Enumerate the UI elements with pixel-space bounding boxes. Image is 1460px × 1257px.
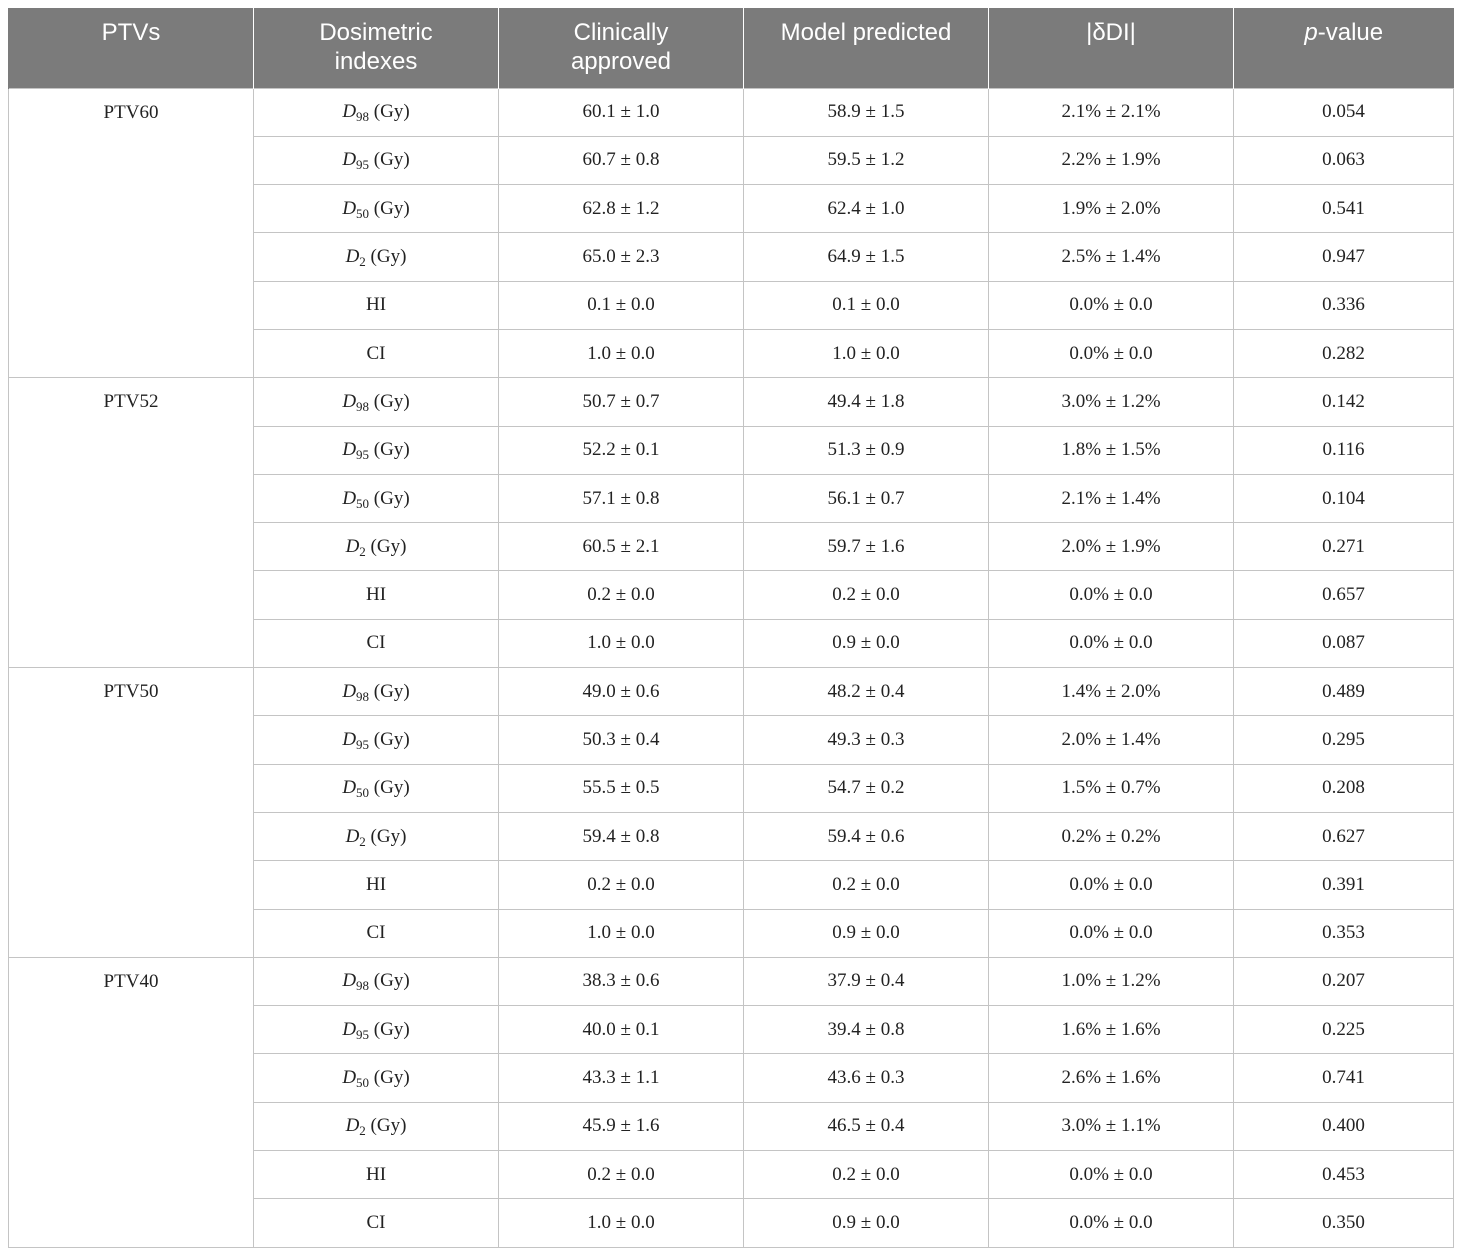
model-value-cell: 56.1 ± 0.7 xyxy=(744,474,989,522)
dose-symbol: D xyxy=(342,197,357,219)
dose-subscript: 2 xyxy=(359,833,366,849)
p-value-cell: 0.489 xyxy=(1234,668,1454,716)
dose-symbol: D xyxy=(342,777,357,799)
p-value-cell: 0.271 xyxy=(1234,523,1454,571)
header-model-text: Model predicted xyxy=(780,19,952,46)
p-value-cell: 0.741 xyxy=(1234,1054,1454,1102)
dose-unit: (Gy) xyxy=(369,439,410,461)
delta-value-cell: 3.0% ± 1.1% xyxy=(989,1102,1234,1150)
clinical-value-cell: 1.0 ± 0.0 xyxy=(499,329,744,377)
table-row xyxy=(9,668,1454,716)
clinical-value-cell: 38.3 ± 0.6 xyxy=(499,957,744,1005)
index-cell xyxy=(254,378,499,426)
header-clinical-line2: approved xyxy=(570,48,672,75)
header-row xyxy=(9,8,1454,88)
dose-subscript: 98 xyxy=(356,978,370,994)
p-value-cell: 0.627 xyxy=(1234,812,1454,860)
model-value-cell: 37.9 ± 0.4 xyxy=(744,957,989,1005)
dose-unit: (Gy) xyxy=(369,487,410,509)
ptv-cell: PTV60 xyxy=(9,88,254,378)
model-value-cell: 0.9 ± 0.0 xyxy=(744,1199,989,1247)
model-value-cell: 0.2 ± 0.0 xyxy=(744,861,989,909)
dose-unit: (Gy) xyxy=(369,101,410,123)
dose-subscript: 2 xyxy=(359,1123,366,1139)
index-cell xyxy=(254,957,499,1005)
dose-unit: (Gy) xyxy=(369,197,410,219)
delta-value-cell: 0.0% ± 0.0 xyxy=(989,281,1234,329)
delta-value-cell: 0.0% ± 0.0 xyxy=(989,1199,1234,1247)
clinical-value-cell: 60.7 ± 0.8 xyxy=(499,136,744,184)
p-value-cell: 0.295 xyxy=(1234,716,1454,764)
p-value-cell: 0.391 xyxy=(1234,861,1454,909)
p-value-cell: 0.142 xyxy=(1234,378,1454,426)
header-ptvs-text: PTVs xyxy=(101,19,161,46)
p-value-cell: 0.947 xyxy=(1234,233,1454,281)
model-value-cell: 54.7 ± 0.2 xyxy=(744,764,989,812)
dosimetry-table-container xyxy=(8,8,1453,1248)
index-cell xyxy=(254,233,499,281)
clinical-value-cell: 0.1 ± 0.0 xyxy=(499,281,744,329)
dose-subscript: 95 xyxy=(356,1026,370,1042)
clinical-value-cell: 0.2 ± 0.0 xyxy=(499,571,744,619)
header-p-italic: p xyxy=(1304,19,1318,46)
model-value-cell: 0.9 ± 0.0 xyxy=(744,909,989,957)
dose-subscript: 2 xyxy=(359,543,366,559)
header-delta-di xyxy=(989,8,1234,88)
index-cell xyxy=(254,426,499,474)
dose-subscript: 50 xyxy=(356,205,370,221)
model-value-cell: 0.9 ± 0.0 xyxy=(744,619,989,667)
delta-value-cell: 1.5% ± 0.7% xyxy=(989,764,1234,812)
index-cell: HI xyxy=(254,571,499,619)
delta-value-cell: 2.2% ± 1.9% xyxy=(989,136,1234,184)
p-value-cell: 0.657 xyxy=(1234,571,1454,619)
delta-value-cell: 1.6% ± 1.6% xyxy=(989,1006,1234,1054)
delta-value-cell: 0.0% ± 0.0 xyxy=(989,909,1234,957)
index-cell: CI xyxy=(254,329,499,377)
table-row xyxy=(9,378,1454,426)
p-value-cell: 0.541 xyxy=(1234,185,1454,233)
clinical-value-cell: 57.1 ± 0.8 xyxy=(499,474,744,522)
delta-value-cell: 2.0% ± 1.9% xyxy=(989,523,1234,571)
model-value-cell: 1.0 ± 0.0 xyxy=(744,329,989,377)
p-value-cell: 0.054 xyxy=(1234,88,1454,136)
model-value-cell: 59.5 ± 1.2 xyxy=(744,136,989,184)
dose-subscript: 98 xyxy=(356,109,370,125)
table-body xyxy=(9,88,1454,1247)
p-value-cell: 0.282 xyxy=(1234,329,1454,377)
header-dosimetric-line2: indexes xyxy=(334,48,418,75)
index-cell: CI xyxy=(254,619,499,667)
delta-value-cell: 2.6% ± 1.6% xyxy=(989,1054,1234,1102)
clinical-value-cell: 49.0 ± 0.6 xyxy=(499,668,744,716)
p-value-cell: 0.087 xyxy=(1234,619,1454,667)
p-value-cell: 0.063 xyxy=(1234,136,1454,184)
index-cell xyxy=(254,812,499,860)
clinical-value-cell: 62.8 ± 1.2 xyxy=(499,185,744,233)
clinical-value-cell: 0.2 ± 0.0 xyxy=(499,1151,744,1199)
index-cell: CI xyxy=(254,1199,499,1247)
p-value-cell: 0.225 xyxy=(1234,1006,1454,1054)
index-cell xyxy=(254,474,499,522)
clinical-value-cell: 60.5 ± 2.1 xyxy=(499,523,744,571)
index-cell xyxy=(254,185,499,233)
model-value-cell: 59.4 ± 0.6 xyxy=(744,812,989,860)
ptv-cell: PTV52 xyxy=(9,378,254,668)
index-cell xyxy=(254,88,499,136)
dose-subscript: 95 xyxy=(356,447,370,463)
delta-value-cell: 0.0% ± 0.0 xyxy=(989,1151,1234,1199)
index-cell xyxy=(254,1006,499,1054)
clinical-value-cell: 52.2 ± 0.1 xyxy=(499,426,744,474)
dose-symbol: D xyxy=(342,487,357,509)
model-value-cell: 43.6 ± 0.3 xyxy=(744,1054,989,1102)
dose-unit: (Gy) xyxy=(369,680,410,702)
dose-symbol: D xyxy=(342,101,357,123)
clinical-value-cell: 55.5 ± 0.5 xyxy=(499,764,744,812)
header-p-rest: -value xyxy=(1317,19,1384,46)
index-cell: CI xyxy=(254,909,499,957)
index-cell xyxy=(254,1054,499,1102)
delta-value-cell: 1.0% ± 1.2% xyxy=(989,957,1234,1005)
dose-unit: (Gy) xyxy=(369,1018,410,1040)
dose-symbol: D xyxy=(342,390,357,412)
clinical-value-cell: 50.7 ± 0.7 xyxy=(499,378,744,426)
delta-value-cell: 0.0% ± 0.0 xyxy=(989,329,1234,377)
clinical-value-cell: 43.3 ± 1.1 xyxy=(499,1054,744,1102)
ptv-cell: PTV50 xyxy=(9,668,254,958)
header-model-predicted xyxy=(744,8,989,88)
p-value-cell: 0.207 xyxy=(1234,957,1454,1005)
model-value-cell: 46.5 ± 0.4 xyxy=(744,1102,989,1150)
dose-symbol: D xyxy=(342,149,357,171)
model-value-cell: 59.7 ± 1.6 xyxy=(744,523,989,571)
model-value-cell: 58.9 ± 1.5 xyxy=(744,88,989,136)
p-value-cell: 0.208 xyxy=(1234,764,1454,812)
delta-value-cell: 0.2% ± 0.2% xyxy=(989,812,1234,860)
model-value-cell: 49.4 ± 1.8 xyxy=(744,378,989,426)
dose-subscript: 98 xyxy=(356,398,370,414)
clinical-value-cell: 1.0 ± 0.0 xyxy=(499,1199,744,1247)
dose-subscript: 95 xyxy=(356,737,370,752)
clinical-value-cell: 1.0 ± 0.0 xyxy=(499,619,744,667)
table-row xyxy=(9,957,1454,1005)
table-header xyxy=(9,8,1454,88)
index-cell xyxy=(254,523,499,571)
header-clinical-line1: Clinically xyxy=(573,19,669,46)
clinical-value-cell: 60.1 ± 1.0 xyxy=(499,88,744,136)
dose-unit: (Gy) xyxy=(369,729,410,750)
model-value-cell: 49.3 ± 0.3 xyxy=(744,716,989,764)
delta-value-cell: 1.8% ± 1.5% xyxy=(989,426,1234,474)
delta-value-cell: 3.0% ± 1.2% xyxy=(989,378,1234,426)
clinical-value-cell: 1.0 ± 0.0 xyxy=(499,909,744,957)
delta-value-cell: 2.5% ± 1.4% xyxy=(989,233,1234,281)
dose-subscript: 2 xyxy=(359,254,366,270)
index-cell xyxy=(254,136,499,184)
dose-unit: (Gy) xyxy=(365,825,407,847)
delta-value-cell: 0.0% ± 0.0 xyxy=(989,861,1234,909)
index-cell: HI xyxy=(254,1151,499,1199)
delta-value-cell: 2.0% ± 1.4% xyxy=(989,716,1234,764)
dose-symbol: D xyxy=(342,439,357,461)
index-cell: HI xyxy=(254,861,499,909)
p-value-cell: 0.336 xyxy=(1234,281,1454,329)
index-cell xyxy=(254,764,499,812)
model-value-cell: 64.9 ± 1.5 xyxy=(744,233,989,281)
dosimetry-table xyxy=(8,8,1454,1248)
delta-value-cell: 1.4% ± 2.0% xyxy=(989,668,1234,716)
header-clinically-approved xyxy=(499,8,744,88)
dose-symbol: D xyxy=(345,1115,360,1137)
dose-unit: (Gy) xyxy=(365,1115,407,1137)
clinical-value-cell: 40.0 ± 0.1 xyxy=(499,1006,744,1054)
dose-symbol: D xyxy=(342,729,357,750)
model-value-cell: 0.2 ± 0.0 xyxy=(744,571,989,619)
ptv-cell: PTV40 xyxy=(9,957,254,1247)
model-value-cell: 0.1 ± 0.0 xyxy=(744,281,989,329)
delta-value-cell: 2.1% ± 1.4% xyxy=(989,474,1234,522)
clinical-value-cell: 65.0 ± 2.3 xyxy=(499,233,744,281)
p-value-cell: 0.350 xyxy=(1234,1199,1454,1247)
p-value-cell: 0.453 xyxy=(1234,1151,1454,1199)
dose-subscript: 50 xyxy=(356,495,370,511)
dose-unit: (Gy) xyxy=(369,970,410,992)
dose-symbol: D xyxy=(342,680,357,702)
index-cell xyxy=(254,1102,499,1150)
dose-symbol: D xyxy=(342,970,357,992)
model-value-cell: 39.4 ± 0.8 xyxy=(744,1006,989,1054)
header-ptvs xyxy=(9,8,254,88)
header-dosimetric-line1: Dosimetric xyxy=(319,19,433,46)
clinical-value-cell: 0.2 ± 0.0 xyxy=(499,861,744,909)
delta-value-cell: 0.0% ± 0.0 xyxy=(989,571,1234,619)
delta-value-cell: 0.0% ± 0.0 xyxy=(989,619,1234,667)
dose-unit: (Gy) xyxy=(369,1067,410,1089)
dose-subscript: 95 xyxy=(356,157,370,173)
model-value-cell: 48.2 ± 0.4 xyxy=(744,668,989,716)
dose-unit: (Gy) xyxy=(369,390,410,412)
dose-unit: (Gy) xyxy=(365,246,407,268)
dose-symbol: D xyxy=(342,1067,357,1089)
p-value-cell: 0.116 xyxy=(1234,426,1454,474)
model-value-cell: 51.3 ± 0.9 xyxy=(744,426,989,474)
dose-unit: (Gy) xyxy=(369,149,410,171)
index-cell xyxy=(254,668,499,716)
dose-unit: (Gy) xyxy=(365,535,407,557)
header-p-value xyxy=(1234,8,1454,88)
clinical-value-cell: 45.9 ± 1.6 xyxy=(499,1102,744,1150)
header-delta-text: |δDI| xyxy=(1086,19,1136,46)
p-value-cell: 0.104 xyxy=(1234,474,1454,522)
model-value-cell: 62.4 ± 1.0 xyxy=(744,185,989,233)
dose-symbol: D xyxy=(345,825,360,847)
model-value-cell: 0.2 ± 0.0 xyxy=(744,1151,989,1199)
dose-symbol: D xyxy=(345,246,360,268)
clinical-value-cell: 59.4 ± 0.8 xyxy=(499,812,744,860)
index-cell xyxy=(254,716,499,764)
delta-value-cell: 1.9% ± 2.0% xyxy=(989,185,1234,233)
p-value-cell: 0.353 xyxy=(1234,909,1454,957)
dose-subscript: 50 xyxy=(356,785,370,801)
dose-symbol: D xyxy=(345,535,360,557)
delta-value-cell: 2.1% ± 2.1% xyxy=(989,88,1234,136)
dose-subscript: 98 xyxy=(356,688,370,704)
index-cell: HI xyxy=(254,281,499,329)
table-row xyxy=(9,88,1454,136)
p-value-cell: 0.400 xyxy=(1234,1102,1454,1150)
clinical-value-cell: 50.3 ± 0.4 xyxy=(499,716,744,764)
header-dosimetric-indexes xyxy=(254,8,499,88)
dose-unit: (Gy) xyxy=(369,777,410,799)
dose-symbol: D xyxy=(342,1018,357,1040)
dose-subscript: 50 xyxy=(356,1075,370,1091)
